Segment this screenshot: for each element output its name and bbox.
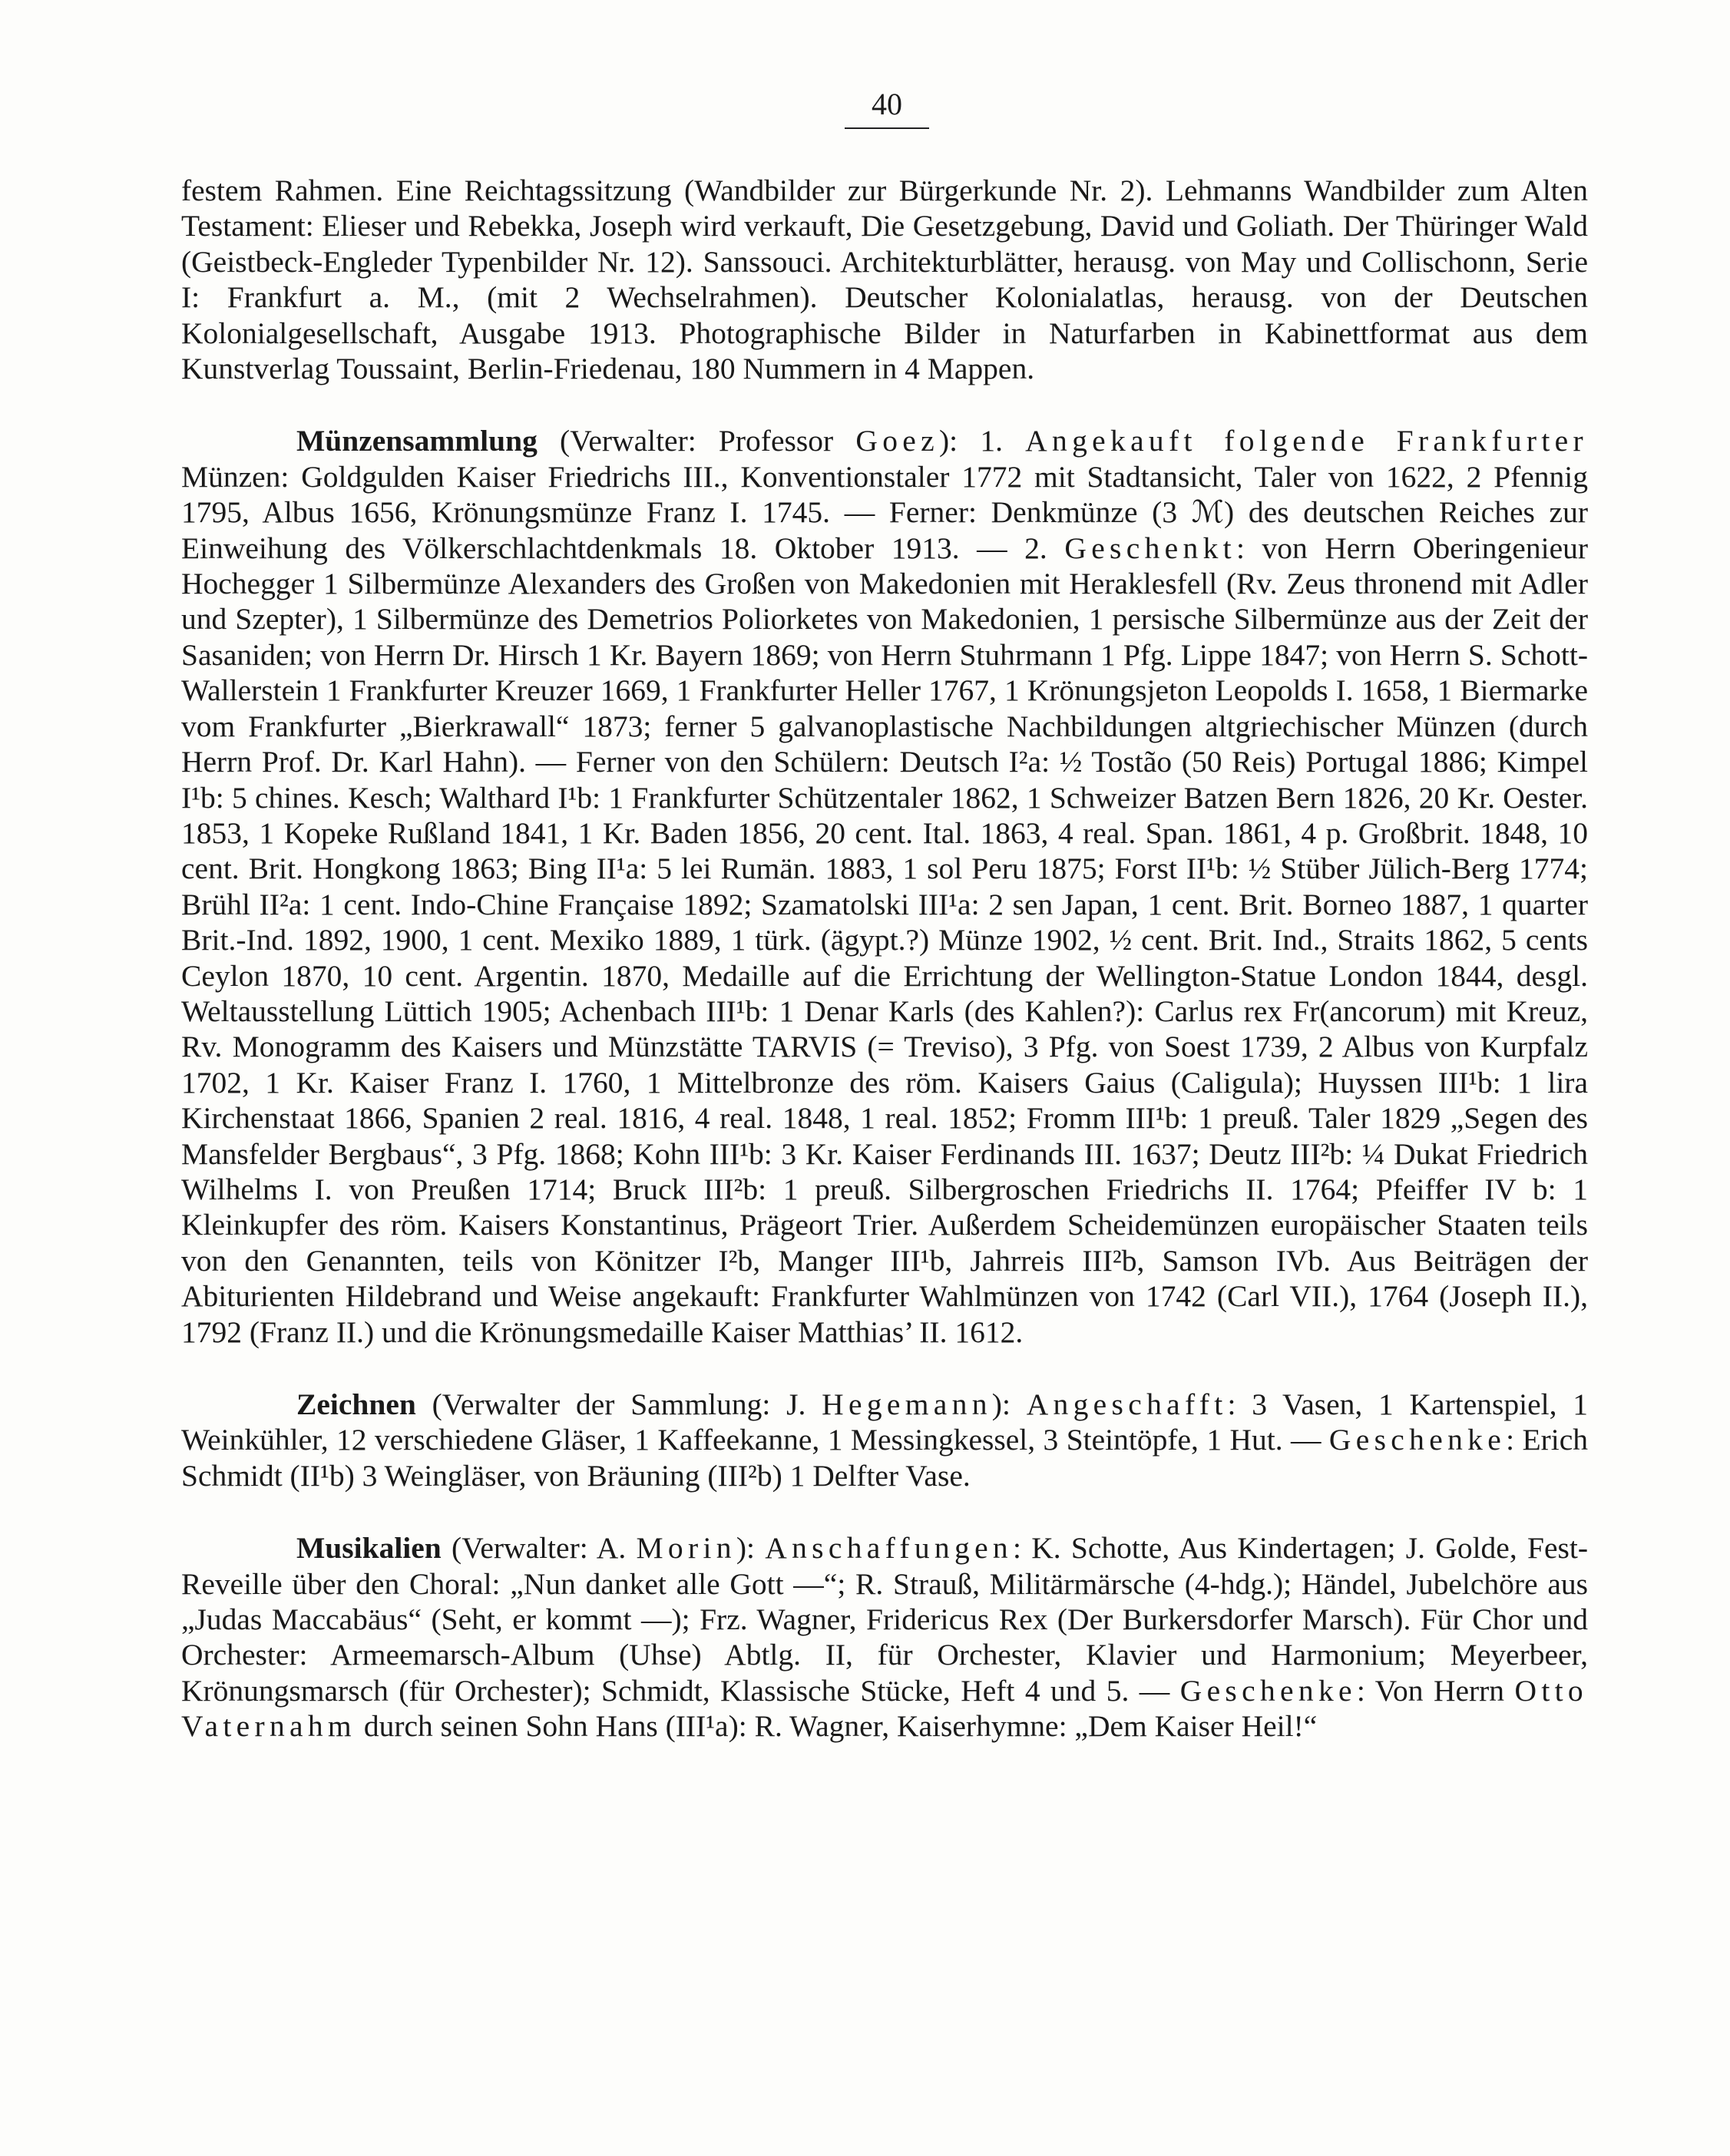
musikalien-heading: Musikalien [296,1531,442,1566]
text-run: durch seinen Sohn Hans (III¹a): R. Wagner, Kaiserhymne: „Dem Kaiser Heil!“ [356,1709,1318,1744]
text-run: (Verwalter der Sammlung: J. [415,1387,822,1421]
paragraph-gap [181,1350,1588,1387]
text-run: : Erich Schmidt (II¹b) 3 Weingläser, von Bräuning (III²b) 1 Delfter Vase. [181,1423,1588,1493]
text-run: : 3 Vasen, 1 Kartenspiel, 1 Weinkühler, 12 verschiedene Gläser, 1 Kaffeekanne, 1 Messingkessel, 3 Steintöpfe, 1 Hut. — [181,1387,1588,1457]
spaced-phrase: Geschenke [1328,1423,1507,1457]
text-run: ): 1. [938,424,1026,458]
administrator-name: Hegemann [822,1387,992,1421]
spaced-phrase: Anschaffungen [765,1531,1013,1566]
text-run: (Verwalter: A. [441,1531,637,1566]
paragraph-gap [181,386,1588,423]
muenzensammlung-heading: Münzensammlung [296,424,538,458]
text-run: : von Herrn Oberingenieur Hochegger 1 Silbermünze Alexanders des Großen von Makedonien mit Heraklesfell (Rv. Zeus thronend mit Adler und Szepter), 1 Silbermünze des Demetrios Poliorketes von Makedonien, 1 persische Silbermünze aus der Zeit der Sasaniden; von Herrn Dr. Hirsch 1 Kr. Bayern 1869; von Herrn Stuhrmann 1 Pfg. Lippe 1847; von Herrn S. Schott-Wallerstein 1 Frankfurter Kreuzer 1669, 1 Frankfurter Heller 1767, 1 Krönungsjeton Leopolds I. 1658, 1 Biermarke vom Frankfurter „Bierkrawall“ 1873; ferner 5 galvanoplastische Nachbildungen altgriechischer Münzen (durch Herrn Prof. Dr. Karl Hahn). — Ferner von den Schülern: Deutsch I²a: ½ Tostão (50 Reis) Portugal 1886; Kimpel I¹b: 5 chines. Kesch; Walthard I¹b: 1 Frankfurter Schützentaler 1862, 1 Schweizer Batzen Bern 1826, 20 Kr. Oester. 1853, 1 Kopeke Rußland 1841, 1 Kr. Baden 1856, 20 cent. Ital. 1863, 4 real. Span. 1861, 4 p. Großbrit. 1848, 10 cent. Brit. Hongkong 1863; Bing II¹a: 5 lei Rumän. 1883, 1 sol Peru 1875; Forst II¹b: ½ Stüber Jülich-Berg 1774; Brühl II²a: 1 cent. Indo-Chine Française 1892; Szamatolski III¹a: 2 sen Japan, 1 cent. Brit. Borneo 1887, 1 quarter Brit.-Ind. 1892, 1900, 1 cent. Mexiko 1889, 1 türk. (ägypt.?) Münze 1902, ½ cent. Brit. Ind., Straits 1862, 5 cents Ceylon 1870, 10 cent. Argentin. 1870, Medaille auf die Errichtung der Wellington-Statue London 1844, desgl. Weltausstellung Lüttich 1905; Achenbach III¹b: 1 Denar Karls (des Kahlen?): Carlus rex Fr(ancorum) mit Kreuz, Rv. Monogramm des Kaisers und Münzstätte TARVIS (= Treviso), 3 Pfg. von Soest 1739, 2 Albus von Kurpfalz 1702, 1 Kr. Kaiser Franz I. 1760, 1 Mittelbronze des röm. Kaisers Gaius (Caligula); Huyssen III¹b: 1 lira Kirchenstaat 1866, Spanien 2 real. 1816, 4 real. 1848, 1 real. 1852; Fromm III¹b: 1 preuß. Taler 1829 „Segen des Mansfelder Bergbaus“, 3 Pfg. 1868; Kohn III¹b: 3 Kr. Kaiser Ferdinands III. 1637; Deutz III²b: ¼ Dukat Friedrich Wilhelms I. von Preußen 1714; Bruck III²b: 1 preuß. Silbergroschen Friedrichs II. 1764; Pfeiffer IV b: 1 Kleinkupfer des röm. Kaisers Konstantinus, Prägeort Trier. Außerdem Scheidemünzen europäischer Staaten teils von den Genannten, teils von Könitzer I²b, Manger III¹b, Jahrreis III²b, Samson IVb. Aus Beiträgen der Abiturienten Hildebrand und Weise angekauft: Frankfurter Wahlmünzen von 1742 (Carl VII.), 1764 (Joseph II.), 1792 (Franz II.) und die Krönungsmedaille Kaiser Matthias’ II. 1612. [181,531,1589,1349]
zeichnen-heading: Zeichnen [296,1387,416,1421]
administrator-name: Morin [636,1531,736,1566]
spaced-phrase: Angekauft folgende Frankfurter [1025,424,1588,458]
text-run: : Von Herrn [1356,1673,1515,1708]
text-run: ): [991,1387,1027,1421]
page-number: 40 [845,86,929,129]
text-run: Münzen: Goldgulden Kaiser Friedrichs III., Konventionstaler 1772 mit Stadtansicht, Taler von 1622, 2 Pfennig 1795, Albus 1656, Krönungsmünze Franz I. 1745. — Ferner: Denkmünze (3 ℳ) des deutschen Reiches zur Einweihung des Völkerschlachtdenkmals 18. Oktober 1913. — 2. [181,459,1588,565]
donor-name: Otto Vaternahm [181,1673,1589,1744]
spaced-phrase: Angeschafft [1026,1387,1228,1421]
zeichnen-paragraph [181,1387,1588,1493]
spaced-phrase: Geschenkt [1064,531,1236,565]
musikalien-paragraph [181,1530,1588,1744]
muenzensammlung-paragraph [181,423,1588,1350]
intro-paragraph: festem Rahmen. Eine Reichtagssitzung (Wandbilder zur Bürgerkunde Nr. 2). Lehmanns Wandbilder zum Alten Testament: Elieser und Rebekka, Joseph wird verkauft, Die Gesetzgebung, David und Goliath. Der Thüringer Wald (Geistbeck-Engleder Typenbilder Nr. 12). Sanssouci. Architekturblätter, herausg. von May und Collischonn, Serie I: Frankfurt a. M., (mit 2 Wechselrahmen). Deutscher Kolonialatlas, herausg. von der Deutschen Kolonialgesellschaft, Ausgabe 1913. Photographische Bilder in Naturfarben in Kabinettformat aus dem Kunstverlag Toussaint, Berlin-Friedenau, 180 Nummern in 4 Mappen. [181,174,1588,386]
administrator-name: Goez [855,424,939,458]
text-run: : K. Schotte, Aus Kindertagen; J. Golde, Fest-Reveille über den Choral: „Nun danket alle Gott —“; R. Strauß, Militärmärsche (4-hdg.); Händel, Jubelchöre aus „Judas Maccabäus“ (Seht, er kommt —); Frz. Wagner, Fridericus Rex (Der Burkersdorfer Marsch). Für Chor und Orchester: Armeemarsch-Album (Uhse) Abtlg. II, für Orchester, Klavier und Harmonium; Meyerbeer, Krönungsmarsch (für Orchester); Schmidt, Klassische Stücke, Heft 4 und 5. — [181,1531,1588,1708]
text-run: ): [736,1531,766,1566]
spaced-phrase: Geschenke [1179,1673,1357,1708]
text-run: (Verwalter: Professor [537,424,856,458]
page-body [181,173,1588,1744]
paragraph-gap [181,1493,1588,1530]
